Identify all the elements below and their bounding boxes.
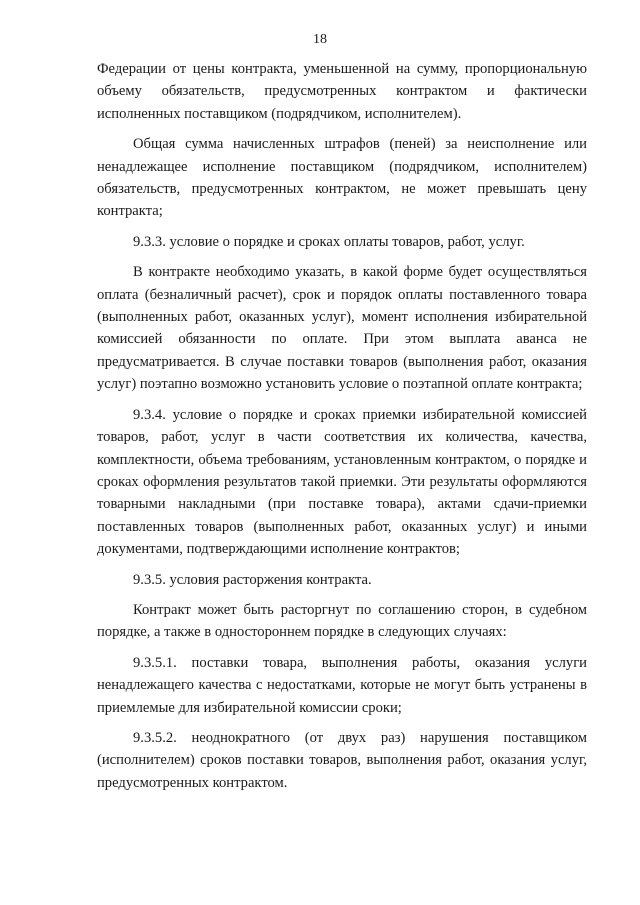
paragraph-9-3-4: 9.3.4. условие о порядке и сроках приемки избирательной комиссией товаров, работ, услуг в части соответствия их количества, качества, комплектности, объема требованиям, установленным контрактом, о порядке и сроках оформления результатов такой приемки. Эти результаты оформляются товарными накладными (при поставке товара), актами сдачи-приемки поставленных товаров (выполненных работ, оказанных услуг) и иными документами, подтверждающими исполнение контрактов; [97, 406, 587, 558]
document-body [97, 58, 587, 794]
paragraph-9-3-5-1: 9.3.5.1. поставки товара, выполнения работы, оказания услуги ненадлежащего качества с недостатками, которые не могут быть устранены в приемлемые для избирательной комиссии сроки; [97, 654, 587, 716]
paragraph-termination-cases: Контракт может быть расторгнут по соглашению сторон, в судебном порядке, а также в одностороннем порядке в следующих случаях: [97, 601, 587, 641]
paragraph-9-3-5-2: 9.3.5.2. неоднократного (от двух раз) нарушения поставщиком (исполнителем) сроков поставки товаров, выполнения работ, оказания услуг, предусмотренных контрактом. [97, 729, 587, 791]
paragraph-9-3-3: 9.3.3. условие о порядке и сроках оплаты товаров, работ, услуг. [133, 233, 525, 250]
page-number: 18 [313, 32, 327, 47]
paragraph-payment-terms: В контракте необходимо указать, в какой форме будет осуществляться оплата (безналичный расчет), срок и порядок оплаты поставленного товара (выполненных работ, оказанных услуг), момент исполнения избирательной комиссией обязанности по оплате. При этом выплата аванса не предусматривается. В случае поставки товаров (выполнения работ, оказания услуг) поэтапно возможно установить условие о поэтапной оплате контракта; [97, 264, 587, 393]
paragraph-total-penalties: Общая сумма начисленных штрафов (пеней) за неисполнение или ненадлежащее исполнение поставщиком (подрядчиком, исполнителем) обязательств, предусмотренных контрактом, не может превышать цену контракта; [97, 136, 587, 220]
paragraph-intro: Федерации от цены контракта, уменьшенной на сумму, пропорциональную объему обязательств, предусмотренных контрактом и фактически исполненных поставщиком (подрядчиком, исполнителем). [97, 61, 587, 122]
paragraph-9-3-5: 9.3.5. условия расторжения контракта. [133, 571, 372, 588]
